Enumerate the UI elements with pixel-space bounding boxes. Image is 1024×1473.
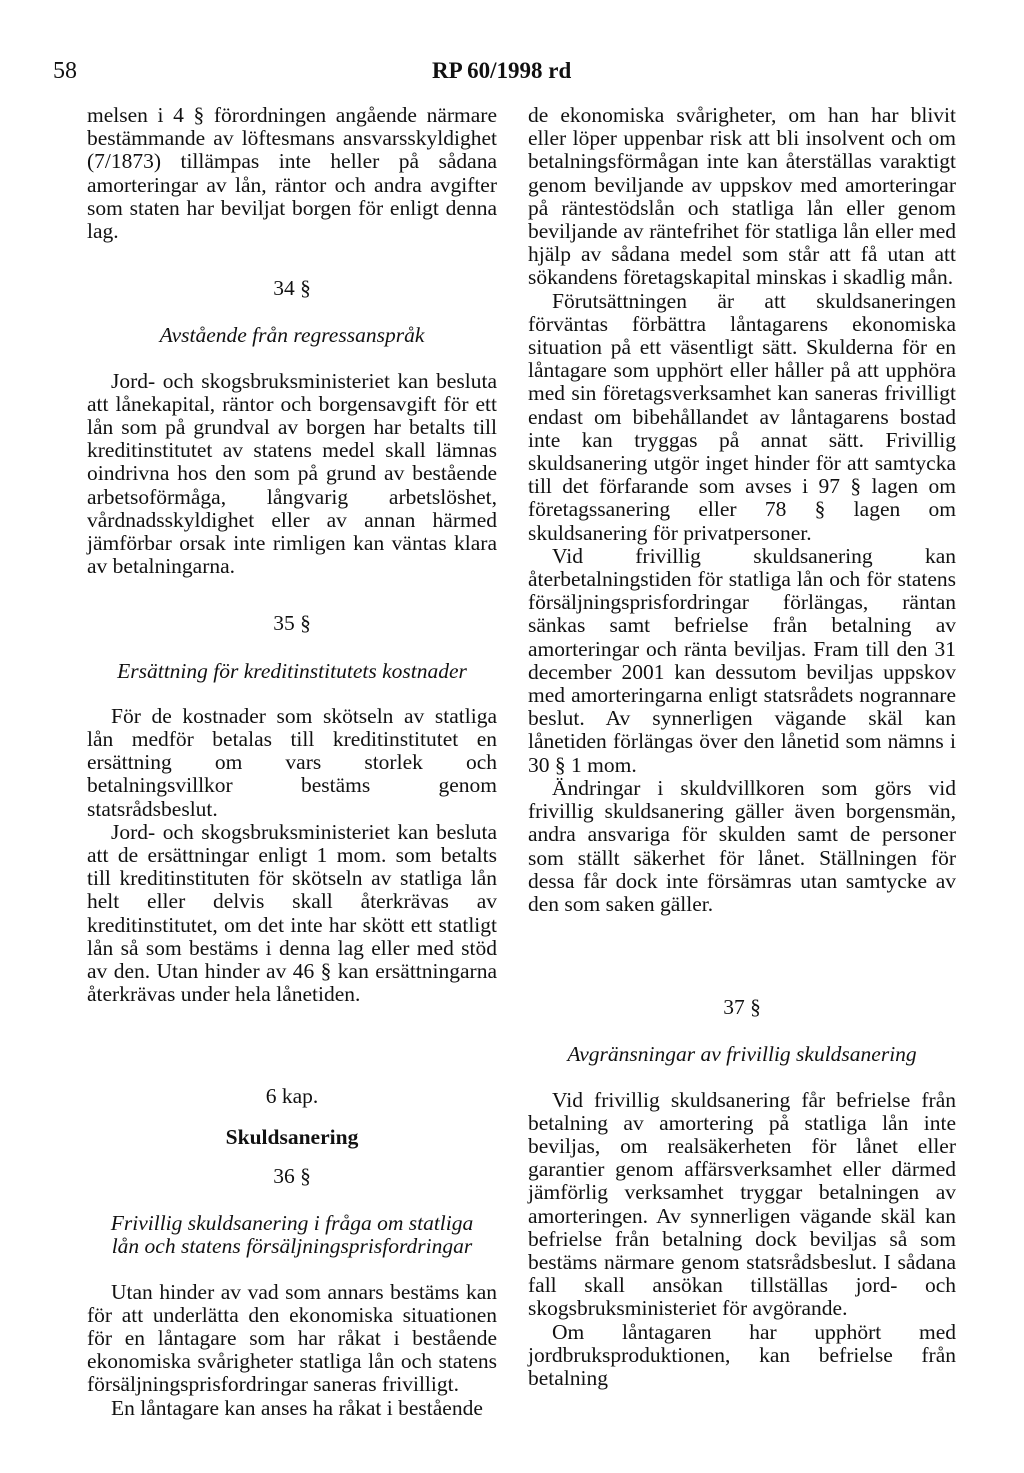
right-paragraph-3: Vid frivillig skuldsanering kan återbetalningstiden för statliga lån och för statens försäljningsprisfordringar förlängas, räntan sänkas samt befrielse från betalning av amorteringar och ränta beviljas. Fram till den 31 december 2001 kan dessutom beviljas uppskov med amorteringarna enligt statsrådets nogrannare beslut. Av synnerligen vägande skäl kan lånetiden förlängas över den lånetid som nämns i 30 § 1 mom.	[528, 543, 956, 777]
right-column	[528, 104, 956, 1390]
section-36-paragraph-2: En låntagare kan anses ha råkat i bestående	[111, 1395, 483, 1420]
section-37-paragraph-1: Vid frivillig skuldsanering får befrielse från betalning av amortering på statliga lån inte beviljas, om realsäkerheten för lånet eller garantier genom affärsverksamhet eller därmed jämförlig verksamhet tryggar betalningen av amorteringen. Av synnerligen vägande skäl kan befrielse från betalning dock beviljas så som bestäms närmare genom statsrådsbeslut. I sådana fall skall ansökan tillställas jord- och skogsbruksministeriet för avgörande.	[528, 1087, 956, 1321]
section-35-paragraph-1: För de kostnader som skötseln av statliga lån medför betalas till kreditinstitutet en ersättning om vars storlek och betalningsvillkor bestäms genom statsrådsbeslut.	[87, 703, 497, 821]
section-34-number: 34 §	[273, 276, 311, 301]
chapter-number: 6 kap.	[265, 1083, 319, 1108]
chapter-title: Skuldsanering	[225, 1124, 359, 1149]
section-37-paragraph-2: Om låntagaren har upphört med jordbruksproduktionen, kan befrielse från betalning	[528, 1319, 956, 1390]
section-37-title: Avgränsningar av frivillig skuldsanering	[567, 1042, 917, 1067]
intro-paragraph: melsen i 4 § förordningen angående närmare bestämmande av löftesmans ansvarsskyldighet (7/1873) tillämpas inte heller på sådana amorteringar av lån, räntor och andra avgifter som staten har beviljat borgen för enligt denna lag.	[87, 103, 497, 244]
section-36-paragraph-1: Utan hinder av vad som annars bestäms kan för att underlätta den ekonomiska situationen för en låntagare som har råkat i bestående ekonomiska svårigheter statliga lån och statens försäljningsprisfordringar saneras frivilligt.	[87, 1279, 497, 1397]
left-column	[87, 104, 497, 1420]
section-36-title-line-2: lån och statens försäljningsprisfordringar	[111, 1234, 473, 1259]
section-35-number: 35 §	[273, 611, 311, 636]
right-paragraph-2: Förutsättningen är att skuldsaneringen förväntas förbättra låntagarens ekonomiska situation på ett väsentligt sätt. Skulderna för en låntagare som upphört eller håller på att upphöra med sin företagsverksamhet kan saneras frivilligt endast om bibehållandet av låntagarens bostad inte kan tryggas på annat sätt. Frivillig skuldsanering utgör inget hinder för att samtycka till det förfarande som avses i 97 § lagen om företagssanering eller 78 § lagen om skuldsanering för privatpersoner.	[528, 288, 956, 545]
section-35-paragraph-2: Jord- och skogsbruksministeriet kan besluta att de ersättningar enligt 1 mom. som betalts till kreditinstituten för skötseln av statliga lån helt eller delvis skall återkrävas av kreditinstitutet, om det inte har skött ett statligt lån så som bestäms i denna lag eller med stöd av den. Utan hinder av 46 § kan ersättningarna återkrävas under hela lånetiden.	[87, 819, 497, 1007]
running-head: RP 60/1998 rd	[432, 58, 572, 83]
section-37-number: 37 §	[723, 995, 761, 1020]
page-number: 58	[53, 58, 77, 84]
section-34-title: Avstående från regressanspråk	[159, 323, 425, 348]
section-36-number: 36 §	[273, 1163, 311, 1188]
section-36-title-line-1: Frivillig skuldsanering i fråga om statliga	[110, 1211, 474, 1236]
right-paragraph-1: de ekonomiska svårigheter, om han har blivit eller löper uppenbar risk att bli insolvent och om betalningsförmågan inte kan återställas varaktigt genom beviljande av uppskov med amorteringar på räntestödslån och statliga lån eller genom beviljande av räntefrihet för statliga lån eller med hjälp av sådana medel som står att få utan att sökandens företagskapital minskas i skadlig mån.	[528, 103, 956, 290]
right-paragraph-4: Ändringar i skuldvillkoren som görs vid frivillig skuldsanering gäller även borgensmän, andra ansvariga för skulden samt de personer som ställt säkerhet för lånet. Ställningen för dessa får dock inte försämras utan samtycke av den som saken gäller.	[528, 775, 956, 916]
section-35-title: Ersättning för kreditinstitutets kostnader	[117, 658, 467, 683]
section-34-paragraph: Jord- och skogsbruksministeriet kan besluta att lånekapital, räntor och borgensavgift för ett lån som på grundval av borgen har betalts till kreditinstitutet av statens medel skall lämnas oindrivna hos den som på grund av bestående arbetsoförmåga, långvarig arbetslöshet, vårdnadsskyldighet eller av annan härmed jämförbar orsak inte rimligen kan väntas klara av betalningarna.	[87, 368, 497, 579]
